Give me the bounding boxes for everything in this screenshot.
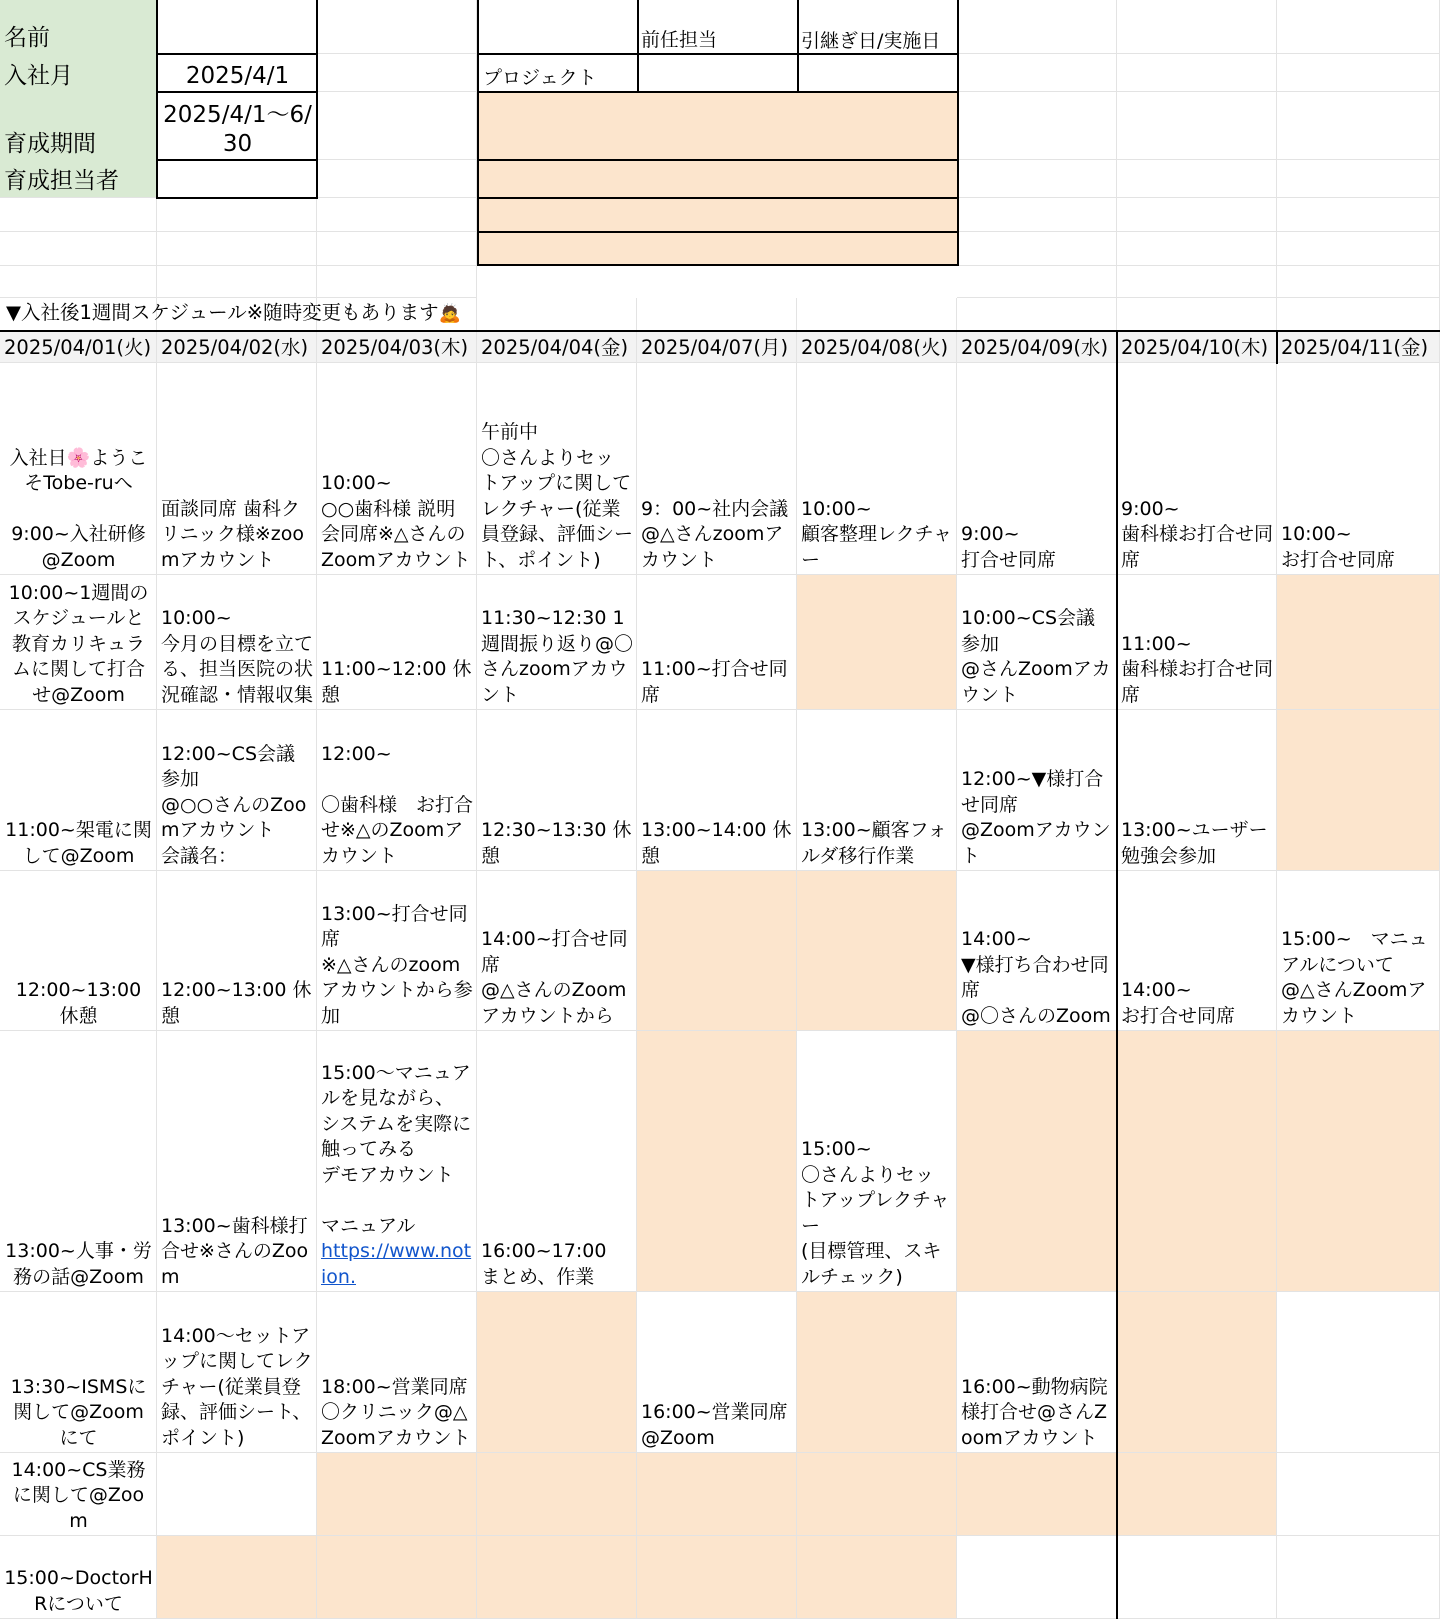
- schedule-cell[interactable]: [1277, 871, 1440, 1031]
- schedule-cell[interactable]: [1117, 710, 1277, 871]
- handover-row-cell[interactable]: [797, 91, 959, 161]
- schedule-cell[interactable]: [797, 1292, 957, 1453]
- empty-cell[interactable]: [317, 92, 477, 160]
- schedule-cell[interactable]: [1117, 363, 1277, 575]
- handover-blank-header[interactable]: [477, 0, 639, 55]
- schedule-cell-text: 12:00~CS会議参加 @○○さんのZoomアカウント 会議名：: [161, 742, 307, 867]
- schedule-cell[interactable]: [477, 575, 637, 710]
- schedule-cell-text: 16:00~17:00 まとめ、作業: [481, 1240, 607, 1288]
- schedule-cell-text: 15:00~DoctorHRについて: [4, 1567, 153, 1615]
- empty-cell[interactable]: [157, 232, 317, 266]
- schedule-cell[interactable]: [317, 871, 477, 1031]
- empty-cell[interactable]: [1117, 0, 1277, 54]
- schedule-cell[interactable]: [0, 1536, 157, 1619]
- schedule-cell-text: 13:30~ISMSに関して@Zoomにて: [10, 1375, 147, 1449]
- schedule-cell-text: 11:00~12:00 休憩: [321, 658, 472, 706]
- schedule-cell-text: 13:00~14:00 休憩: [641, 819, 792, 867]
- empty-cell[interactable]: [317, 54, 477, 92]
- schedule-cell[interactable]: [157, 1031, 317, 1292]
- schedule-cell-text: 12:00~▼様打合せ同席 @Zoomアカウント: [961, 768, 1111, 867]
- empty-cell[interactable]: [957, 54, 1117, 92]
- schedule-cell[interactable]: [0, 710, 157, 871]
- schedule-cell[interactable]: [797, 1031, 957, 1292]
- schedule-cell[interactable]: [317, 363, 477, 575]
- name-value[interactable]: [156, 0, 318, 55]
- join-label[interactable]: 入社月: [0, 54, 158, 93]
- schedule-cell-text: 18:00~営業同席 〇クリニック@△Zoomアカウント: [321, 1375, 471, 1449]
- empty-cell[interactable]: [1277, 92, 1440, 160]
- schedule-cell[interactable]: [0, 871, 157, 1031]
- project-label[interactable]: プロジェクト: [477, 53, 639, 93]
- empty-cell[interactable]: [1117, 198, 1277, 232]
- handover-row-cell[interactable]: [637, 231, 799, 266]
- empty-cell[interactable]: [957, 92, 1117, 160]
- schedule-cell[interactable]: [477, 710, 637, 871]
- schedule-cell-text: 15:00～マニュアルを見ながら、システムを実際に触ってみる デモアカウント マニュアル: [321, 1061, 472, 1237]
- schedule-cell[interactable]: [0, 575, 157, 710]
- schedule-cell[interactable]: [477, 363, 637, 575]
- schedule-cell[interactable]: [957, 1031, 1117, 1292]
- empty-cell[interactable]: [1277, 232, 1440, 266]
- schedule-cell[interactable]: [157, 1536, 317, 1619]
- day-header[interactable]: 2025/04/08(火): [797, 331, 957, 363]
- empty-cell[interactable]: [317, 0, 477, 54]
- empty-cell[interactable]: [1277, 298, 1440, 331]
- handover-row-cell[interactable]: [637, 91, 799, 161]
- schedule-cell[interactable]: [1117, 871, 1277, 1031]
- schedule-cell[interactable]: [0, 1453, 157, 1536]
- schedule-cell-text: 14:00~ お打合せ同席: [1121, 979, 1236, 1027]
- schedule-cell[interactable]: [637, 1453, 797, 1536]
- schedule-cell-text: 14:00~ ▼様打ち合わせ同席 @〇さんのZoom: [961, 928, 1111, 1027]
- schedule-cell-text: 入社日🌸ようこそTobe-ruへ 9:00~入社研修@Zoom: [9, 446, 148, 571]
- schedule-cell[interactable]: [157, 710, 317, 871]
- schedule-cell[interactable]: [477, 1031, 637, 1292]
- schedule-cell[interactable]: [1277, 1292, 1440, 1453]
- empty-cell[interactable]: [317, 232, 477, 266]
- schedule-cell[interactable]: [957, 363, 1117, 575]
- handover-row-cell[interactable]: [477, 197, 639, 233]
- schedule-cell-text: 9:00~ 歯科様お打合せ同席: [1121, 497, 1274, 571]
- schedule-cell-text: 13:00~人事・労務の話@Zoom: [5, 1240, 152, 1288]
- schedule-cell[interactable]: [477, 1292, 637, 1453]
- handover-row-cell[interactable]: [477, 231, 639, 266]
- day-header[interactable]: 2025/04/02(水): [157, 331, 317, 363]
- handover-row-cell[interactable]: [797, 231, 959, 266]
- schedule-cell[interactable]: [637, 363, 797, 575]
- empty-cell[interactable]: [477, 298, 637, 331]
- schedule-cell-text: 13:00~歯科様打合せ※さんのZoom: [161, 1214, 309, 1288]
- schedule-cell[interactable]: [797, 1536, 957, 1619]
- schedule-cell[interactable]: [317, 1292, 477, 1453]
- empty-cell[interactable]: [957, 160, 1117, 198]
- handover-row-cell[interactable]: [797, 159, 959, 199]
- schedule-cell[interactable]: [477, 1453, 637, 1536]
- schedule-title-text: ▼入社後1週間スケジュール※随時変更もあります: [6, 301, 439, 324]
- day-header[interactable]: 2025/04/10(木): [1117, 331, 1277, 363]
- handover-row-cell[interactable]: [637, 159, 799, 199]
- schedule-cell[interactable]: [1277, 1536, 1440, 1619]
- empty-cell[interactable]: [1277, 160, 1440, 198]
- schedule-cell[interactable]: [1277, 1031, 1440, 1292]
- empty-cell[interactable]: [957, 266, 1117, 298]
- schedule-cell-text: 10:00~ ○○歯科様 説明会同席※△さんのZoomアカウント: [321, 472, 471, 571]
- day-header[interactable]: 2025/04/11(金): [1277, 331, 1440, 363]
- empty-cell[interactable]: [1117, 266, 1277, 298]
- empty-cell[interactable]: [1277, 54, 1440, 92]
- schedule-cell-text: 13:00~打合せ同席 ※△さんのzoomアカウントから参加: [321, 902, 473, 1027]
- empty-cell[interactable]: [957, 298, 1117, 331]
- schedule-cell[interactable]: [637, 575, 797, 710]
- schedule-cell-text: 10:00~ 今月の目標を立てる、担当医院の状況確認・情報収集: [161, 607, 314, 706]
- empty-cell[interactable]: [0, 266, 157, 298]
- schedule-cell[interactable]: [0, 363, 157, 575]
- manual-link[interactable]: https://www.notion.: [321, 1240, 472, 1288]
- project-date[interactable]: [797, 53, 959, 93]
- schedule-title[interactable]: [0, 297, 461, 329]
- empty-cell[interactable]: [1117, 92, 1277, 160]
- schedule-cell[interactable]: [797, 710, 957, 871]
- schedule-cell[interactable]: [957, 1292, 1117, 1453]
- schedule-cell[interactable]: [317, 575, 477, 710]
- empty-cell[interactable]: [637, 298, 797, 331]
- schedule-cell[interactable]: [1277, 363, 1440, 575]
- schedule-cell[interactable]: [957, 1536, 1117, 1619]
- handover-row-cell[interactable]: [477, 159, 639, 199]
- schedule-cell[interactable]: [317, 710, 477, 871]
- schedule-cell-text: 11:00~架電に関して@Zoom: [5, 819, 152, 867]
- empty-cell[interactable]: [157, 266, 317, 298]
- empty-cell[interactable]: [957, 198, 1117, 232]
- day-header[interactable]: 2025/04/03(木): [317, 331, 477, 363]
- schedule-cell-text: 16:00~動物病院様打合せ@さんZoomアカウント: [961, 1375, 1108, 1449]
- handover-row-cell[interactable]: [477, 91, 639, 161]
- schedule-cell-text: 14:00~CS業務に関して@Zoom: [11, 1458, 146, 1532]
- empty-cell[interactable]: [1117, 160, 1277, 198]
- border-line: [0, 330, 1440, 332]
- schedule-cell-text: 10:00~ 顧客整理レクチャー: [801, 497, 953, 571]
- schedule-cell[interactable]: [1277, 1453, 1440, 1536]
- schedule-cell-text: 14:00～セットアップに関してレクチャー(従業員登録、評価シート、ポイント): [161, 1324, 313, 1449]
- schedule-cell[interactable]: [1117, 1031, 1277, 1292]
- empty-cell[interactable]: [1277, 266, 1440, 298]
- empty-cell[interactable]: [1277, 198, 1440, 232]
- schedule-cell[interactable]: [637, 1536, 797, 1619]
- day-header[interactable]: 2025/04/04(金): [477, 331, 637, 363]
- name-label[interactable]: 名前: [0, 0, 158, 55]
- schedule-cell-text: 12:00~ 〇歯科様 お打合せ※△のZoomアカウント: [321, 742, 474, 867]
- empty-cell[interactable]: [1117, 232, 1277, 266]
- empty-cell[interactable]: [957, 0, 1117, 54]
- schedule-cell[interactable]: [317, 1536, 477, 1619]
- schedule-cell[interactable]: [1117, 575, 1277, 710]
- empty-cell[interactable]: [1117, 298, 1277, 331]
- empty-cell[interactable]: [317, 266, 477, 298]
- schedule-cell-text: 10:00~1週間のスケジュールと教育カリキュラムに関して打合せ@Zoom: [8, 581, 149, 706]
- schedule-cell[interactable]: [957, 1453, 1117, 1536]
- handover-row-cell[interactable]: [637, 197, 799, 233]
- empty-cell[interactable]: [317, 160, 477, 198]
- schedule-cell-text: 11:00~打合せ同席: [641, 658, 788, 706]
- schedule-cell-text: 9：00~社内会議 @△さんzoomアカウント: [641, 497, 789, 571]
- empty-cell[interactable]: [957, 232, 1117, 266]
- schedule-cell[interactable]: [1117, 1292, 1277, 1453]
- handover-row-cell[interactable]: [797, 197, 959, 233]
- prev-owner-label[interactable]: 前任担当: [637, 0, 799, 55]
- schedule-cell[interactable]: [797, 871, 957, 1031]
- empty-cell[interactable]: [1277, 0, 1440, 54]
- schedule-cell[interactable]: [957, 871, 1117, 1031]
- schedule-cell[interactable]: [477, 1536, 637, 1619]
- schedule-cell-text: 13:00~顧客フォルダ移行作業: [801, 819, 947, 867]
- day-header[interactable]: 2025/04/01(火): [0, 331, 157, 363]
- schedule-cell[interactable]: [957, 575, 1117, 710]
- schedule-cell[interactable]: [637, 710, 797, 871]
- schedule-cell[interactable]: [637, 871, 797, 1031]
- schedule-cell[interactable]: [477, 871, 637, 1031]
- schedule-cell-text: 12:00~13:00 休憩: [161, 979, 312, 1027]
- schedule-cell[interactable]: [797, 575, 957, 710]
- schedule-cell-text: 12:00~13:00 休憩: [15, 979, 148, 1027]
- schedule-cell-text: 15:00~ 〇さんよりセットアップレクチャー (目標管理、スキルチェック): [801, 1138, 950, 1288]
- schedule-cell[interactable]: [157, 1453, 317, 1536]
- schedule-cell-text: 12:30~13:30 休憩: [481, 819, 632, 867]
- schedule-cell[interactable]: [1117, 1536, 1277, 1619]
- bowing-person-icon: 🙇: [438, 303, 461, 324]
- schedule-cell[interactable]: [1277, 710, 1440, 871]
- trainer-label[interactable]: 育成担当者: [0, 160, 158, 198]
- schedule-cell-text: 11:30~12:30 1週間振り返り@〇さんzoomアカウント: [481, 607, 634, 706]
- schedule-cell[interactable]: [797, 1453, 957, 1536]
- schedule-cell-text: 16:00~営業同席 @Zoom: [641, 1401, 788, 1449]
- schedule-cell[interactable]: [317, 1031, 477, 1292]
- period-label[interactable]: 育成期間: [0, 92, 158, 161]
- empty-cell[interactable]: [797, 298, 957, 331]
- schedule-cell[interactable]: [157, 1292, 317, 1453]
- period-value[interactable]: 2025/4/1～6/30: [156, 91, 318, 161]
- schedule-cell-text: 9:00~ 打合せ同席: [961, 523, 1057, 571]
- schedule-cell[interactable]: [0, 1031, 157, 1292]
- schedule-cell-text: 面談同席 歯科クリニック様※zoomアカウント: [161, 497, 305, 571]
- join-value[interactable]: 2025/4/1: [156, 53, 318, 93]
- empty-cell[interactable]: [1117, 54, 1277, 92]
- empty-cell[interactable]: [157, 198, 317, 232]
- schedule-cell[interactable]: [637, 1031, 797, 1292]
- schedule-cell[interactable]: [157, 575, 317, 710]
- handover-date-label[interactable]: 引継ぎ日/実施日: [797, 0, 959, 55]
- day-header[interactable]: 2025/04/07(月): [637, 331, 797, 363]
- schedule-cell-text: 午前中 〇さんよりセットアップに関してレクチャー(従業員登録、評価シート、ポイント): [481, 421, 634, 571]
- empty-cell[interactable]: [0, 232, 157, 266]
- schedule-cell[interactable]: [637, 1292, 797, 1453]
- schedule-cell-text: 13:00~ユーザー勉強会参加: [1121, 819, 1268, 867]
- schedule-cell-text: 10:00~CS会議参加 @さんZoomアカウント: [961, 607, 1111, 706]
- schedule-cell[interactable]: [157, 871, 317, 1031]
- trainer-value[interactable]: [156, 159, 318, 199]
- schedule-cell-text: 15:00~ マニュアルについて @△さんZoomアカウント: [1281, 928, 1428, 1027]
- schedule-cell[interactable]: [797, 363, 957, 575]
- schedule-cell-text: 10:00~ お打合せ同席: [1281, 523, 1396, 571]
- schedule-cell[interactable]: [1117, 1453, 1277, 1536]
- schedule-cell[interactable]: [317, 1453, 477, 1536]
- schedule-cell[interactable]: [157, 363, 317, 575]
- empty-cell[interactable]: [317, 198, 477, 232]
- schedule-cell[interactable]: [0, 1292, 157, 1453]
- border-line: [1116, 331, 1118, 1619]
- schedule-cell-text: 11:00~ 歯科様お打合せ同席: [1121, 632, 1274, 706]
- empty-cell[interactable]: [0, 198, 157, 232]
- schedule-cell-text: 14:00~打合せ同席 @△さんのZoomアカウントから: [481, 928, 628, 1027]
- schedule-cell[interactable]: [1277, 575, 1440, 710]
- border-line: [1276, 331, 1278, 364]
- schedule-cell[interactable]: [957, 710, 1117, 871]
- project-prev-owner[interactable]: [637, 53, 799, 93]
- day-header[interactable]: 2025/04/09(水): [957, 331, 1117, 363]
